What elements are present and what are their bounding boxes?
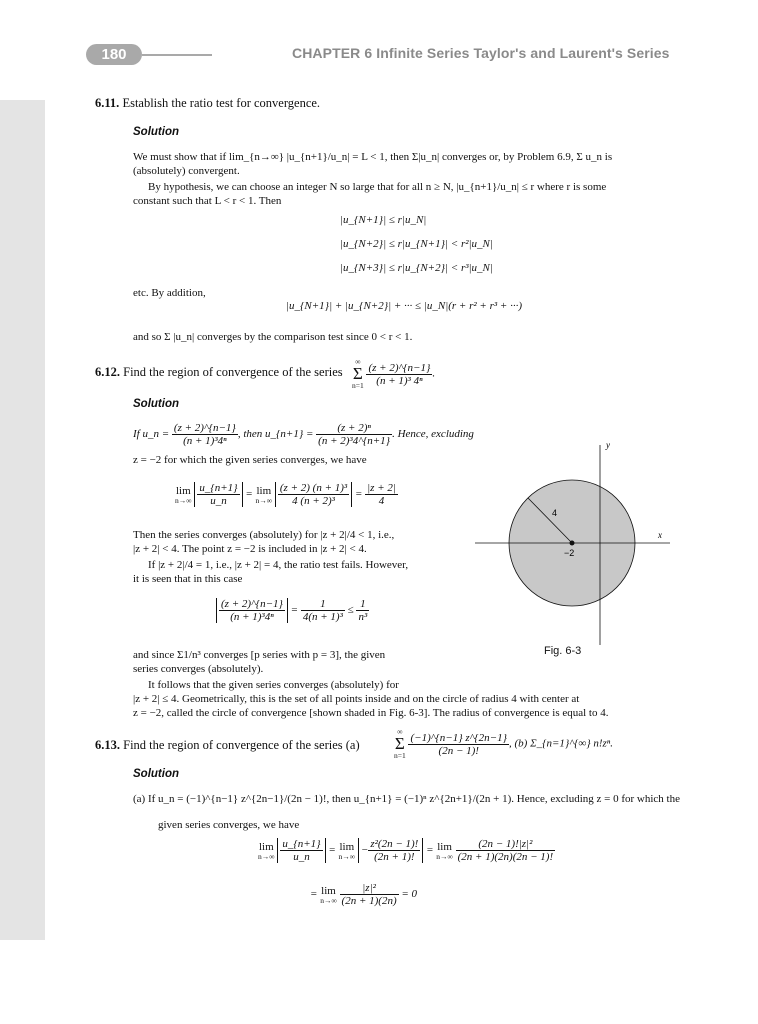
denominator: u_n [293, 851, 310, 863]
denominator: (n + 1)³4ⁿ [183, 435, 227, 447]
abs-value [275, 482, 352, 507]
lim-text: lim [339, 840, 355, 853]
lim [339, 841, 356, 861]
center-point [570, 541, 575, 546]
denominator: u_n [210, 495, 227, 507]
lim-sub: n→∞ [436, 851, 453, 861]
sum-sup: ∞ [397, 727, 403, 736]
header-rule [142, 54, 212, 56]
limit-equation: lim n→∞ $\frac{u\_\{n+1\}}{u\_n}$ = lim n→∞ $\frac{\text{(z + 2) (n + 1)³}}{\text{4 (n + 2)³}}$ = $\frac{|z + 2|}{4}$ [175, 482, 396, 507]
problem-6-11-title [95, 96, 320, 111]
numerator: (z + 2)ⁿ [316, 422, 392, 435]
numerator: 1 [356, 598, 369, 611]
text: , then u_{n+1} = [237, 428, 314, 441]
inequality-3: |u_{N+3}| ≤ r|u_{N+2}| < r³|u_N| [340, 262, 493, 274]
problem-number: 6.12. [95, 365, 120, 379]
lim-sub: n→∞ [338, 851, 356, 861]
numerator: (z + 2)^{n−1} [173, 422, 236, 434]
lim-text: lim [321, 884, 336, 897]
paragraph-line: By hypothesis, we can choose an integer N so large that for all n ≥ N, |u_{n+1}/u_n| ≤ r where r is some [148, 181, 607, 193]
paragraph-line: We must show that if lim_{n→∞} |u_{n+1}/u_n| = L < 1, then Σ|u_n| converges or, by Problem 6.9, Σ u_n is [133, 151, 613, 163]
series-a-expression [394, 728, 613, 760]
sum-sup: ∞ [355, 357, 361, 366]
paragraph-line: z = −2 for which the given series converges, we have [133, 454, 367, 466]
un-definition [133, 422, 474, 447]
chapter-title: CHAPTER 6 Infinite Series Taylor's and Laurent's Series [292, 45, 670, 61]
denominator: (2n + 1)(2n)(2n − 1)! [457, 851, 554, 863]
lim [258, 841, 275, 861]
solution-label: Solution [133, 768, 179, 780]
figure-caption: Fig. 6-3 [544, 645, 582, 657]
paragraph-line: (a) If u_n = (−1)^{n−1} z^{2n−1}/(2n − 1)!, then u_{n+1} = (−1)ⁿ z^{2n+1}/(2n + 1). Hence, excluding z = 0 for which the [133, 793, 680, 805]
page-number: 180 [86, 44, 142, 65]
paragraph-line: and since Σ1/n³ converges [p series with p = 3], the given [133, 649, 386, 661]
series-fraction [408, 732, 509, 757]
paragraph-line: It follows that the given series converges (absolutely) for [148, 679, 399, 691]
numerator: (−1)^{n−1} z^{2n−1} [410, 731, 507, 744]
problem-number: 6.13. [95, 738, 120, 752]
paragraph-line: Then the series converges (absolutely) for |z + 2|/4 < 1, i.e., [133, 529, 395, 541]
lim [320, 885, 337, 905]
text: . Hence, excluding [392, 428, 474, 441]
sum-sub: n=1 [352, 381, 364, 390]
denominator: n³ [358, 611, 368, 623]
page-margin-band [0, 100, 45, 940]
numerator: (z + 2)^{n−1} [221, 598, 283, 610]
center-label: −2 [564, 548, 575, 558]
denominator: 4 [378, 495, 385, 507]
lim-text: lim [175, 484, 191, 497]
numerator: u_{n+1} [199, 482, 238, 494]
paragraph-line: z = −2, called the circle of convergence [shown shaded in Fig. 6-3]. The radius of convergence is equal to 4. [133, 707, 609, 719]
radius-label: 4 [552, 508, 558, 518]
paragraph-line: series converges (absolutely). [133, 663, 264, 675]
series-b-text: , (b) Σ_{n=1}^{∞} n!zⁿ. [509, 737, 614, 750]
figure-6-3 [470, 430, 680, 660]
lim-sub: n→∞ [175, 495, 192, 505]
denominator: (n + 2)³4^{n+1} [318, 435, 391, 447]
conclusion-line: and so Σ |u_n| converges by the comparison test since 0 < r < 1. [133, 331, 413, 343]
inequality-1: |u_{N+1}| ≤ r|u_N| [340, 214, 427, 226]
problem-statement: Find the region of convergence of the series [123, 365, 343, 379]
lim-sub: n→∞ [258, 851, 275, 861]
denominator: (2n + 1)(2n) [341, 895, 397, 907]
sum-symbol: ∞ Σ n=1 [352, 357, 364, 390]
numerator: |z|² [340, 882, 399, 895]
lim-sub: n→∞ [255, 495, 273, 505]
paragraph-line: given series converges, we have [158, 819, 300, 831]
lim [256, 485, 273, 505]
result: = 0 [401, 888, 418, 901]
lim-text: lim [258, 840, 274, 853]
fraction [340, 882, 399, 907]
numerator: (z + 2)^{n−1} [368, 361, 431, 374]
problem-number: 6.11. [95, 96, 120, 110]
lim [175, 485, 192, 505]
abs-value [216, 598, 288, 623]
fraction [301, 598, 345, 623]
numerator: 1 [301, 598, 345, 611]
addition-equation: |u_{N+1}| + |u_{N+2}| + ··· ≤ |u_N|(r + r² + r³ + ···) [286, 300, 523, 312]
problem-statement: Find the region of convergence of the series (a) [123, 738, 360, 752]
fraction [172, 422, 238, 447]
paragraph-line: (absolutely) convergent. [133, 165, 240, 177]
fraction [356, 598, 369, 623]
denominator: 4 (n + 2)³ [292, 495, 335, 507]
lim-sub: n→∞ [320, 895, 337, 905]
problem-6-12-title [95, 365, 343, 380]
sum-symbol: ∞ Σ n=1 [394, 727, 406, 760]
paragraph-line: |z + 2| < 4. The point z = −2 is included in |z + 2| < 4. [133, 543, 367, 555]
numerator: u_{n+1} [282, 838, 321, 850]
numerator: (2n − 1)!|z|² [456, 838, 556, 851]
fraction [316, 422, 392, 447]
series-fraction [366, 362, 432, 387]
paragraph-line: |z + 2| ≤ 4. Geometrically, this is the set of all points inside and on the circle of radius 4 with center at [133, 693, 580, 705]
numerator: (z + 2) (n + 1)³ [279, 482, 348, 494]
sum-sub: n=1 [394, 751, 406, 760]
denominator: (n + 1)³4ⁿ [230, 611, 274, 623]
abs-value [194, 482, 242, 507]
y-axis-label: y [606, 440, 610, 450]
numerator: |z + 2| [367, 482, 396, 494]
fraction [456, 838, 556, 863]
lim-text: lim [256, 484, 272, 497]
problem-statement: Establish the ratio test for convergence. [122, 96, 321, 110]
denominator: (2n − 1)! [438, 744, 479, 757]
abs-value [277, 838, 325, 863]
limit-equation-a-final: = lim n→∞ $\frac{\text{|z|²}}{(2n + 1)(2n)}$ = 0 [310, 882, 418, 907]
lim [436, 841, 453, 861]
denominator: (2n + 1)! [374, 851, 415, 863]
fraction [365, 482, 398, 507]
paragraph-line: constant such that L < r < 1. Then [133, 195, 282, 207]
denominator: (n + 1)³ 4ⁿ [376, 374, 423, 387]
abs-value: − $\frac{\text{z²(2n − 1)!}}{(2n + 1)!}$ [358, 838, 423, 863]
solution-label: Solution [133, 398, 179, 410]
limit-equation-a: lim n→∞ $\frac{u\_\{n+1\}}{u\_n}$ = lim n→∞ − $\frac{\text{z²(2n − 1)!}}{(2n + 1)!}$ = lim n→∞ $\frac{\text{(2n − 1)!|z|²}}{(2n + 1)(2n)(2n - 1)!}$ [258, 838, 554, 863]
paragraph-line: it is seen that in this case [133, 573, 243, 585]
paragraph-line: If |z + 2|/4 = 1, i.e., |z + 2| = 4, the ratio test fails. However, [148, 559, 409, 571]
series-expression: ∞ Σ n=1 $\frac{(z + 2)\^{}\{n-1\}}{\text{(n + 1)³ 4ⁿ}}$ . [352, 357, 436, 390]
x-axis-label: x [658, 530, 662, 540]
solution-label: Solution [133, 126, 179, 138]
problem-6-13-title [95, 738, 360, 753]
case-equation: $\frac{(z + 2)\^{}\{n-1\}}{\text{(n + 1)³4ⁿ}}$ = $\frac{1}{\text{4(n + 1)³}}$ ≤ $\frac{1}{\text{n³}}$ [216, 598, 369, 623]
denominator: 4(n + 1)³ [302, 611, 343, 623]
text: If u_n = [133, 428, 170, 441]
numerator: z²(2n − 1)! [370, 838, 419, 850]
paragraph-line: etc. By addition, [133, 287, 206, 299]
lim-text: lim [437, 840, 452, 853]
inequality-2: |u_{N+2}| ≤ r|u_{N+1}| < r²|u_N| [340, 238, 493, 250]
